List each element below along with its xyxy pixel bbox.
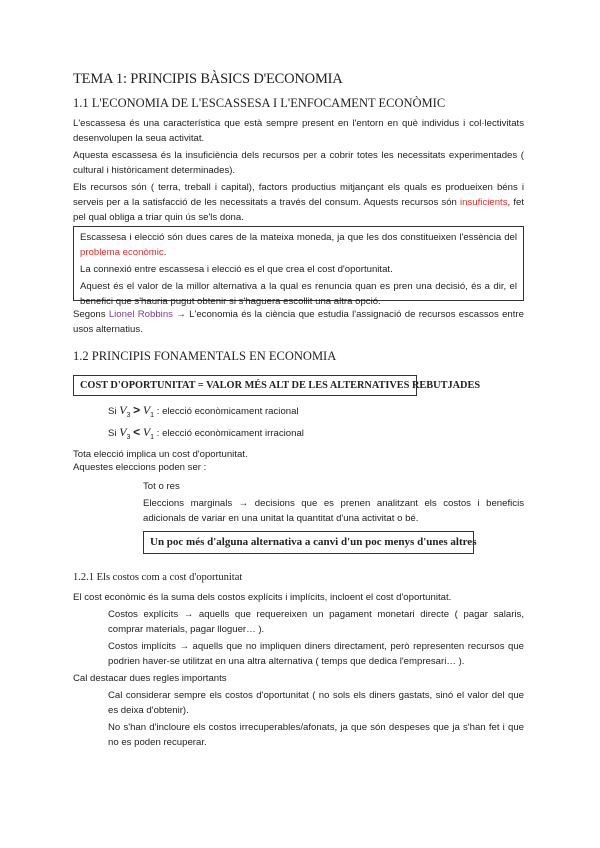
formula-var-a: V [119, 403, 127, 417]
box-line-valor: Aquest és el valor de la millor alternativa a la qual es renuncia quan es pren una decisió, és a dir, el benefici que s'hauria pugut obtenir si s'haguera escollit una altra opció. [80, 281, 517, 307]
section-heading-1-1: 1.1 L'ECONOMIA DE L'ESCASSESA I L'ENFOCAMENT ECONÒMIC [73, 96, 446, 110]
paragraph-insuficiencia: Aquesta escassesa és la insuficiència dels recursos per a cobrir totes les necessitats experimentades ( cultural i històricament determinades). [73, 150, 524, 176]
formula-sub-a: 3 [126, 411, 131, 419]
paragraph-robbins [73, 307, 524, 337]
formula-var-b: V [142, 425, 151, 439]
line-aquestes-eleccions: Aquestes eleccions poden ser : [73, 462, 207, 473]
robbins-prefix: Segons [73, 309, 109, 320]
section-heading-1-2: 1.2 PRINCIPIS FONAMENTALS EN ECONOMIA [73, 349, 337, 363]
highlight-problema-economic: problema econòmic [80, 247, 164, 258]
formula-operator: > [133, 403, 141, 417]
box-text-1: Escassesa i elecció són dues cares de la mateixa moneda, ja que les dos constitueixen l'essència del [80, 232, 517, 243]
section-heading-1-2-1: 1.2.1 Els costos com a cost d'oportunitat [73, 572, 243, 583]
formula-irracional [108, 425, 304, 441]
regles-title: Cal destacar dues regles importants [73, 673, 227, 684]
robbins-definition: → L'economia és la ciència que estudia l'assignació de recursos escassos entre usos alternatius. [73, 309, 524, 335]
eleccions-marginals: Eleccions marginals → decisions que es prenen analitzant els costos i beneficis adicionals de variar en una unitat la quantitat d'una activitat o bé. [143, 498, 524, 524]
regla-1: Cal considerar sempre els costos d'oportunitat ( no sols els diners gastats, sinó el valor del que es deixa d'obtenir). [108, 690, 524, 716]
tot-o-res: Tot o res [143, 481, 180, 492]
box-line-escassesa [80, 230, 517, 260]
highlight-insuficients: insuficients [460, 197, 508, 208]
paragraph-escassesa: L'escassesa és una característica que està sempre present en l'entorn en què individus i col·lectivitats desenvolupen la seua activitat. [73, 118, 524, 144]
paragraph-cost-economic: El cost econòmic és la suma dels costos explícits i implícits, incloent el cost d'oportunitat. [73, 592, 452, 603]
recursos-text-1: Els recursos són ( terra, treball i capital), factors productius mitjançant els quals es produeixen béns i serveis per a la satisfacció de les necessitats a través del consum. Aquests recursos són [73, 182, 524, 208]
page-title: TEMA 1: PRINCIPIS BÀSICS D'ECONOMIA [73, 71, 343, 87]
formula-sub-b: 1 [150, 433, 155, 441]
formula-operator: < [133, 425, 141, 439]
costos-implicits: Costos implícits → aquells que no impliquen diners directament, però representen recursos que podrien haver-se utilitzat en una altra alternativa ( temps que dedica l'empresari… ). [108, 641, 524, 667]
formula-sub-a: 3 [126, 433, 131, 441]
link-lionel-robbins[interactable]: Lionel Robbins [108, 309, 173, 320]
formula-racional [108, 403, 299, 419]
formula-prefix: Si [108, 428, 120, 439]
key-concept-box [73, 226, 524, 307]
formula-var-b: V [142, 403, 151, 417]
paragraph-recursos [73, 180, 524, 225]
marginal-choice-box: Un poc més d'alguna alternativa a canvi d'un poc menys d'unes altres [143, 531, 474, 554]
box-line-connexio: La connexió entre escassesa i elecció es el que crea el cost d'oportunitat. [80, 264, 393, 275]
formula-sub-b: 1 [150, 411, 155, 419]
formula-text: : elecció econòmicament irracional [156, 428, 304, 439]
recursos-text-2: , fet pel qual obliga a triar quin ús se'ls dona. [73, 197, 525, 223]
cost-oportunitat-box: COST D'OPORTUNITAT = VALOR MÉS ALT DE LES ALTERNATIVES REBUTJADES [73, 375, 417, 396]
line-tota-eleccio: Tota elecció implica un cost d'oportunitat. [73, 449, 248, 460]
formula-text: : elecció econòmicament racional [156, 406, 299, 417]
regla-2: No s'han d'incloure els costos irrecuperables/afonats, ja que són despeses que ja s'han fet i que no es poden recuperar. [108, 722, 524, 748]
costos-explicits: Costos explícits → aquells que requereixen un pagament monetari directe ( pagar salaris, comprar materials, pagar lloguer… ). [108, 609, 524, 635]
formula-var-a: V [119, 425, 127, 439]
formula-prefix: Si [108, 406, 120, 417]
box-text-2: . [163, 247, 167, 258]
